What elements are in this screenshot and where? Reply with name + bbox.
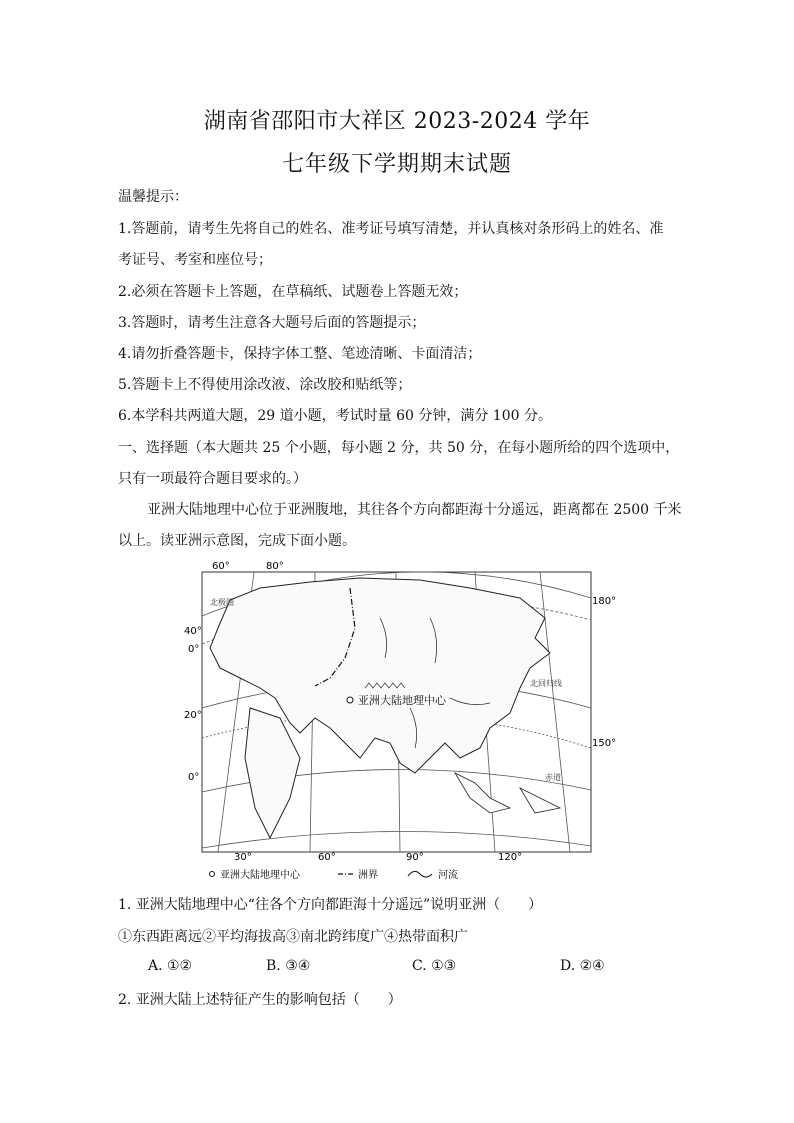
notice-item: 考证号、考室和座位号； xyxy=(118,252,272,268)
notice-item: 4.请勿折叠答题卡，保持字体工整、笔迹清晰、卡面清洁； xyxy=(118,346,482,362)
passage-text: 以上。读亚洲示意图，完成下面小题。 xyxy=(118,533,356,549)
passage-text: 亚洲大陆地理中心位于亚洲腹地，其往各个方向都距海十分遥远，距离都在 2500 千米 xyxy=(147,502,682,518)
lon-label: 60° xyxy=(212,561,230,572)
center-label: 亚洲大陆地理中心 xyxy=(358,694,446,707)
lon-label: 80° xyxy=(266,561,284,572)
lon-label: 150° xyxy=(592,738,617,749)
legend-river-label: 河流 xyxy=(438,870,458,881)
notice-item: 1.答题前，请考生先将自己的姓名、准考证号填写清楚，并认真核对条形码上的姓名、准 xyxy=(118,221,664,237)
notice-item: 6.本学科共两道大题，29 道小题，考试时量 60 分钟，满分 100 分。 xyxy=(118,408,552,424)
question-stem: 2. 亚洲大陆上述特征产生的影响包括（ ） xyxy=(118,992,402,1008)
lat-label: 20° xyxy=(184,710,202,721)
page-title: 湖南省邵阳市大祥区 2023-2024 学年 xyxy=(203,109,591,134)
lat-label: 0° xyxy=(188,772,200,783)
asia-map xyxy=(184,558,617,883)
lat-label: 40° xyxy=(184,626,202,637)
geographic-center-marker xyxy=(347,697,353,703)
lon-label: 30° xyxy=(234,852,252,863)
legend-center-label: 亚洲大陆地理中心 xyxy=(220,870,300,881)
arctic-label: 北极圈 xyxy=(210,598,234,607)
page-subtitle: 七年级下学期期末试题 xyxy=(281,152,512,177)
question-stem: 1. 亚洲大陆地理中心“往各个方向都距海十分遥远”说明亚洲（ ） xyxy=(118,897,543,913)
lat-label: 0° xyxy=(188,644,200,655)
legend-center-symbol xyxy=(210,872,215,877)
notice-heading: 温馨提示： xyxy=(118,189,188,205)
option-c: C. ①③ xyxy=(412,958,457,974)
option-d: D. ②④ xyxy=(560,958,605,974)
lon-label: 180° xyxy=(592,596,617,607)
legend-river-symbol xyxy=(408,871,432,877)
option-a: A. ①② xyxy=(148,958,193,974)
option-b: B. ③④ xyxy=(266,958,311,974)
lon-label: 60° xyxy=(318,852,336,863)
lon-label: 90° xyxy=(406,852,424,863)
section-heading: 一、选择题（本大题共 25 个小题，每小题 2 分，共 50 分，在每小题所给的四个选项中， xyxy=(118,440,680,456)
notice-item: 3.答题时，请考生注意各大题号后面的答题提示； xyxy=(118,315,426,331)
lon-label: 120° xyxy=(498,852,523,863)
tropic-label: 北回归线 xyxy=(530,679,562,688)
equator-label: 赤道 xyxy=(545,773,561,782)
notice-item: 5.答题卡上不得使用涂改液、涂改胶和贴纸等； xyxy=(118,377,412,393)
legend-boundary-label: 洲界 xyxy=(358,870,378,881)
section-heading: 只有一项最符合题目要求的。） xyxy=(118,471,307,487)
notice-item: 2.必须在答题卡上答题，在草稿纸、试题卷上答题无效； xyxy=(118,284,468,300)
question-statements: ①东西距离远②平均海拔高③南北跨纬度广④热带面积广 xyxy=(118,929,468,945)
